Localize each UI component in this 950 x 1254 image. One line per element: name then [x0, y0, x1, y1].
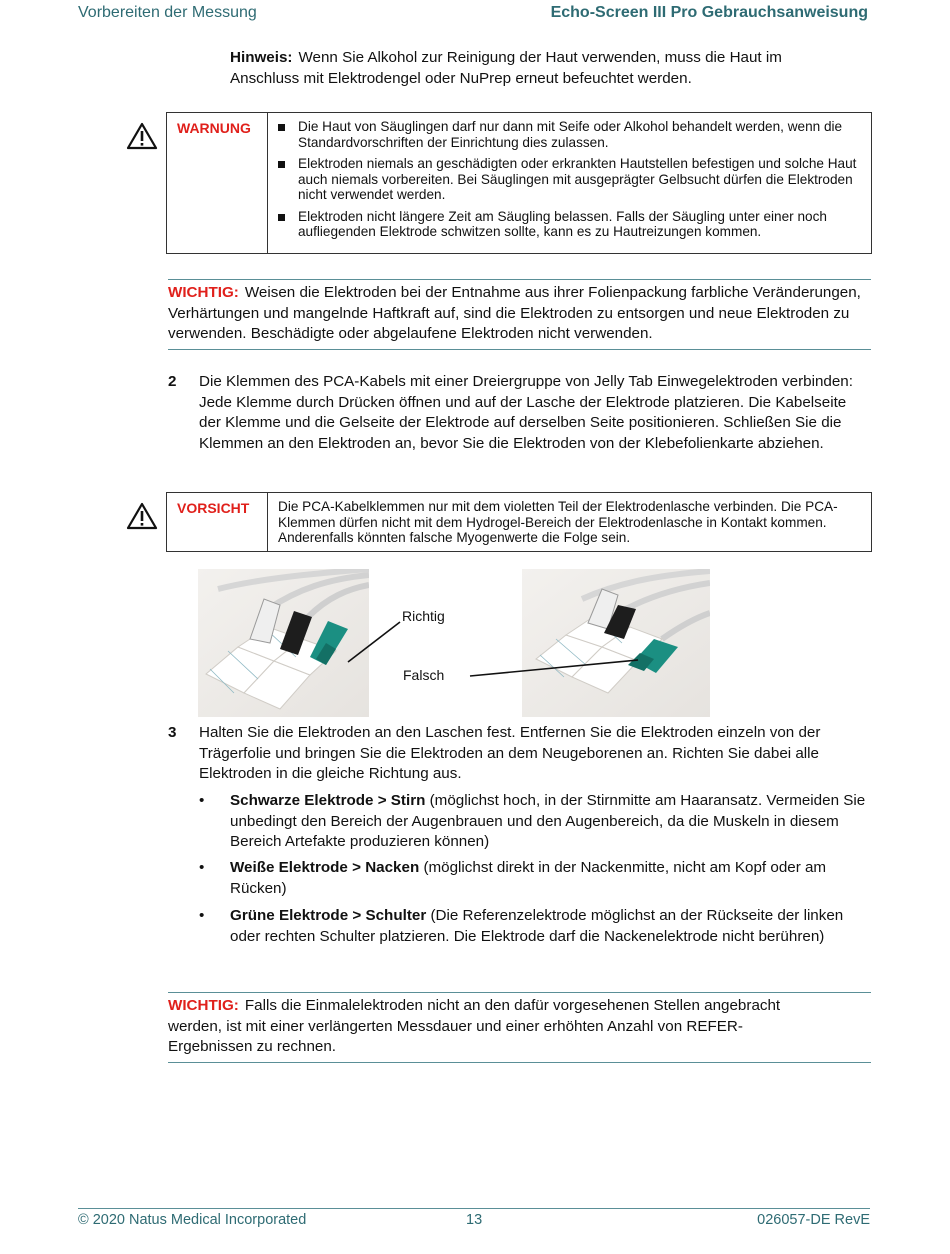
note-paragraph — [230, 48, 830, 89]
bullet-title: Grüne Elektrode > Schulter — [230, 907, 427, 924]
bullet-white-electrode — [199, 858, 871, 899]
note-text: Wenn Sie Alkohol zur Reinigung der Haut verwenden, muss die Haut im Anschluss mit Elektrodengel oder NuPrep erneut befeuchtet werden. — [230, 49, 782, 87]
caution-text: Die PCA-Kabelklemmen nur mit dem violetten Teil der Elektrodenlasche verbinden. Die PCA-Klemmen dürfen nicht mit dem Hydrogel-Bereich der Elektrodenlasche in Kontakt kommen. Anderenfalls könnten falsche Myogenwerte die Folge sein. — [278, 499, 838, 545]
step-2 — [168, 372, 871, 454]
warning-item: Elektroden niemals an geschädigten oder erkrankten Hautstellen befestigen und solche Haut auch niemals vorbereiten. Bei Säuglingen mit ausgeprägter Gelbsucht dürfen die Elektroden nicht verwendet werden. — [278, 156, 857, 203]
bullet-text: (Die Referenzelektrode möglichst an der Rückseite der linken oder rechten Schulter platzieren. Die Elektrode darf die Nackenelektrode nicht berühren) — [230, 907, 844, 945]
wrong-label: Falsch — [403, 667, 445, 683]
important-notice-placement — [168, 992, 871, 1063]
bullet-title: Schwarze Elektrode > Stirn — [230, 792, 426, 809]
bullet-mark: • — [199, 792, 205, 809]
document-revision: 026057-DE RevE — [757, 1212, 870, 1228]
bullet-black-electrode — [199, 791, 871, 853]
step-text: Die Klemmen des PCA-Kabels mit einer Dreiergruppe von Jelly Tab Einwegelektroden verbinden: Jede Klemme durch Drücken öffnen und auf der Lasche der Elektrode platzieren. Die Kabelseite der Klemme und die Gelseite der Elektrode auf derselben Seite positionieren. Schließen Sie die Klemmen an den Elektroden an, bevor Sie die Elektroden von der Klebefolienkarte abziehen. — [199, 373, 853, 452]
warning-box — [166, 112, 872, 254]
correct-label: Richtig — [402, 608, 445, 624]
important-text: Falls die Einmalelektroden nicht an den dafür vorgesehenen Stellen angebracht werden, ist mit einer verlängerten Messdauer und einer erhöhten Anzahl von REFER-Ergebnissen zu rechnen. — [168, 997, 781, 1055]
important-text: Weisen die Elektroden bei der Entnahme aus ihrer Folienpackung farbliche Veränderungen, Verhärtungen und mangelnde Haftkraft auf, sind die Elektroden zu entsorgen und neue Elektroden zu verwenden. Beschädigte oder abgelaufene Elektroden nicht verwenden. — [168, 284, 861, 342]
caution-triangle-icon — [126, 502, 158, 530]
pointer-line-correct — [348, 622, 400, 662]
important-label: WICHTIG: — [168, 284, 239, 301]
warning-item: Elektroden nicht längere Zeit am Säugling belassen. Falls der Säugling unter einer noch aufliegenden Elektrode schwitzen sollte, kann es zu Hautreizungen kommen. — [278, 209, 857, 240]
step-number: 2 — [168, 373, 177, 390]
page-number: 13 — [466, 1212, 483, 1228]
figure-pointer-lines — [330, 600, 650, 690]
footer-copyright: © 2020 Natus Medical Incorporated — [78, 1212, 307, 1228]
note-label: Hinweis: — [230, 49, 293, 66]
bullet-title: Weiße Elektrode > Nacken — [230, 859, 420, 876]
running-header-section: Vorbereiten der Messung — [78, 4, 257, 21]
caution-box — [166, 492, 872, 552]
warning-list — [278, 119, 857, 240]
warning-triangle-icon — [126, 122, 158, 150]
bullet-mark: • — [199, 859, 205, 876]
running-header-title: Echo-Screen III Pro Gebrauchsanweisung — [550, 4, 868, 21]
bullet-green-electrode — [199, 906, 871, 947]
bullet-text: (möglichst direkt in der Nackenmitte, nicht am Kopf oder am Rücken) — [230, 859, 827, 897]
important-notice-electrodes — [168, 279, 871, 350]
bullet-text: (möglichst hoch, in der Stirnmitte am Haaransatz. Vermeiden Sie unbedingt den Bereich der Augenbrauen und den Augenbereich, da die Muskeln in diesem Bereich Artefakte produzieren können) — [230, 792, 866, 850]
caution-label: VORSICHT — [167, 493, 268, 551]
step-number: 3 — [168, 724, 177, 741]
pointer-line-wrong — [470, 660, 638, 676]
warning-item: Die Haut von Säuglingen darf nur dann mit Seife oder Alkohol behandelt werden, wenn die Standardvorschriften der Einrichtung dies zulassen. — [278, 119, 857, 150]
warning-label: WARNUNG — [167, 113, 268, 253]
footer-rule — [78, 1208, 870, 1209]
important-label: WICHTIG: — [168, 997, 239, 1014]
step-text: Halten Sie die Elektroden an den Laschen fest. Entfernen Sie die Elektroden einzeln von der Trägerfolie und bringen Sie die Elektroden an dem Neugeborenen an. Richten Sie dabei alle Elektroden in die gleiche Richtung aus. — [199, 724, 821, 782]
step-3 — [168, 723, 871, 785]
bullet-mark: • — [199, 907, 205, 924]
